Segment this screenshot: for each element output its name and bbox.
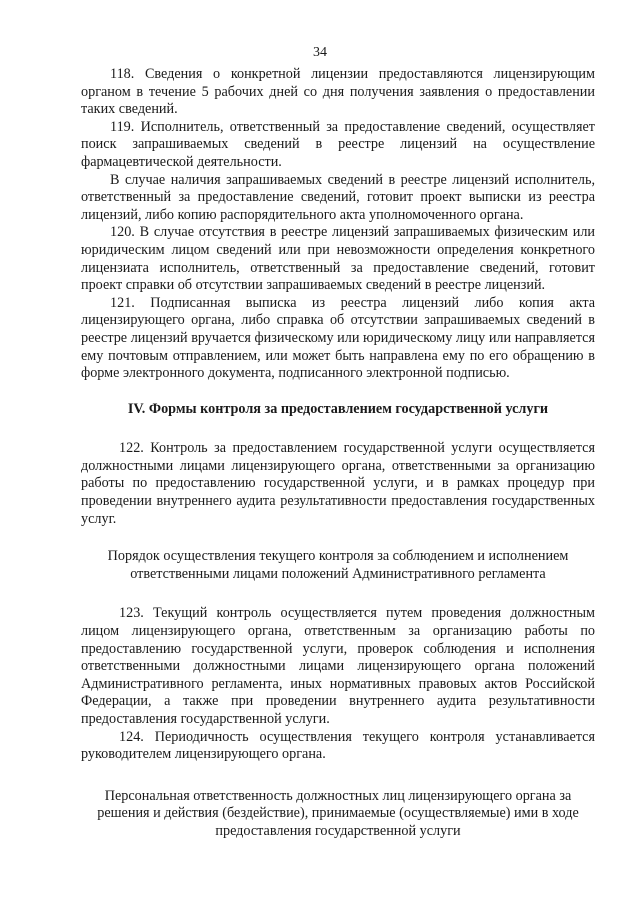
subheading-current-control: Порядок осуществления текущего контроля за соблюдением и исполнением ответственными лицами положений Административного регламента [107,548,569,582]
paragraph-120: 120. В случае отсутствия в реестре лицензий запрашиваемых физическим или юридическим лицом сведений или при невозможности определения конкретного лицензиата исполнитель, ответственный за предоставление сведений, готовит проект справки об отсутствии запрашиваемых сведений в реестре лицензий. [81,224,595,294]
paragraph-123: 123. Текущий контроль осуществляется путем проведения должностным лицом лицензирующего органа, ответственным за организацию работы по предоставлению государственной услуги, проверок соблюдения и исполнения ответственными должностными лицами лицензирующего органа положений Административного регламента, иных нормативных правовых актов Российской Федерации, а также при проведении внутреннего аудита результативности предоставления государственной услуги. [81,605,595,727]
paragraph-119-continued: В случае наличия запрашиваемых сведений в реестре лицензий исполнитель, ответственный за предоставление сведений, готовит проект выписки из реестра лицензий, либо копию распорядительного акта уполномоченного органа. [81,171,595,223]
paragraph-124: 124. Периодичность осуществления текущего контроля устанавливается руководителем лицензирующего органа. [81,728,595,763]
section-heading: IV. Формы контроля за предоставлением государственной услуги [127,400,549,417]
paragraph-121: 121. Подписанная выписка из реестра лицензий либо копия акта лицензирующего органа, либо справка об отсутствии запрашиваемых сведений в реестре лицензий вручается физическому или юридическому лицу или направляется ему почтовым отправлением, или может быть направлена ему по его обращению в форме электронного документа, подписанного электронной подписью. [81,294,595,382]
document-body [81,66,595,841]
paragraph-119: 119. Исполнитель, ответственный за предоставление сведений, осуществляет поиск запрашиваемых сведений в реестре лицензий на осуществление фармацевтической деятельности. [81,118,595,170]
paragraph-118: 118. Сведения о конкретной лицензии предоставляются лицензирующим органом в течение 5 рабочих дней со дня получения заявления о предоставлении таких сведений. [81,66,595,118]
page-number: 34 [313,45,327,60]
subheading-personal-responsibility: Персональная ответственность должностных лиц лицензирующего органа за решения и действия (бездействие), принимаемые (осуществляемые) ими в ходе предоставления государственной услуги [97,787,579,839]
paragraph-122: 122. Контроль за предоставлением государственной услуги осуществляется должностными лицами лицензирующего органа, ответственными за организацию работы по предоставлению государственной услуги, и в рамках процедур при проведении внутреннего аудита результативности предоставления государственных услуг. [81,440,595,527]
